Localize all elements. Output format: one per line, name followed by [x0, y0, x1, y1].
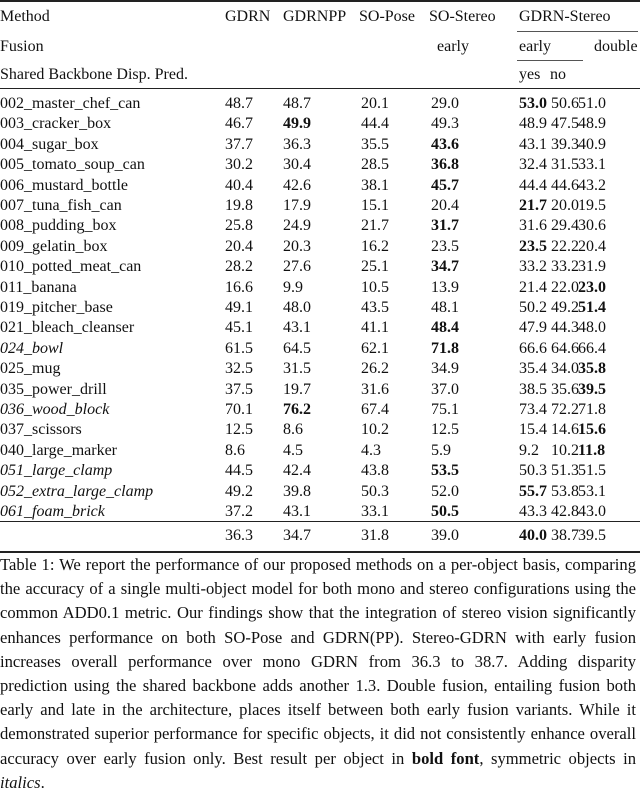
table-cell: 53.1: [578, 482, 606, 500]
table-cell: 64.6: [551, 339, 579, 357]
object-name: 040_large_marker: [0, 441, 117, 459]
summary-cell: 31.8: [361, 527, 389, 544]
table-cell: 66.4: [578, 339, 606, 357]
fusion-gdrn-double: double: [594, 38, 638, 55]
object-name: 035_power_drill: [0, 380, 107, 398]
table-cell: 8.6: [283, 421, 303, 439]
table-cell: 52.0: [431, 482, 459, 500]
table-cell: 44.4: [519, 176, 547, 194]
table-cell: 22.0: [551, 278, 579, 296]
table-cell: 43.8: [361, 462, 389, 480]
table-cell: 49.2: [551, 299, 579, 316]
table-cell: 42.8: [551, 503, 579, 520]
table-cell: 70.1: [225, 401, 253, 418]
table-cell: 33.1: [361, 503, 389, 520]
table-cell: 48.4: [431, 319, 459, 337]
table-cell: 49.9: [283, 115, 311, 133]
table-cell: 4.5: [283, 441, 303, 459]
header-shared-backbone: Shared Backbone Disp. Pred.: [0, 66, 188, 83]
table-cell: 21.4: [519, 278, 547, 296]
table-cell: 44.4: [361, 115, 389, 133]
table-cell: 53.0: [519, 95, 547, 112]
table-cell: 43.1: [283, 503, 311, 520]
table-cell: 40.9: [578, 135, 606, 153]
table-cell: 72.2: [551, 401, 579, 418]
table-cell: 37.0: [431, 380, 459, 398]
table-cell: 30.2: [225, 156, 253, 174]
table-cell: 15.6: [578, 421, 606, 439]
table-cell: 55.7: [519, 482, 547, 500]
table-cell: 12.5: [431, 421, 459, 439]
object-name: 007_tuna_fish_can: [0, 197, 122, 214]
table-cell: 28.2: [225, 258, 253, 276]
table-cell: 33.2: [519, 258, 547, 276]
table-cell: 48.7: [225, 95, 253, 112]
header-fusion: Fusion: [0, 38, 44, 55]
table-cell: 21.7: [519, 197, 547, 214]
table-cell: 42.4: [283, 462, 311, 480]
table-cell: 31.5: [283, 360, 311, 378]
table-cell: 20.1: [361, 95, 389, 112]
table-cell: 20.4: [578, 237, 606, 255]
summary-cell: 38.7: [551, 527, 579, 544]
gdrn-stereo-cmidrule: [517, 31, 638, 32]
table-cell: 20.4: [225, 237, 253, 255]
table-cell: 38.1: [361, 176, 389, 194]
table-cell: 50.3: [361, 482, 389, 500]
table-cell: 11.8: [578, 441, 606, 459]
col-header-so-pose: SO-Pose: [359, 8, 416, 25]
object-name: 021_bleach_cleanser: [0, 319, 135, 337]
table-cell: 35.5: [361, 135, 389, 153]
table-cell: 5.9: [431, 441, 451, 459]
table-cell: 35.4: [519, 360, 547, 378]
table-cell: 38.5: [519, 380, 547, 398]
table-cell: 40.4: [225, 176, 253, 194]
table-cell: 44.5: [225, 462, 253, 480]
table-cell: 48.9: [519, 115, 547, 133]
table-cell: 37.7: [225, 135, 253, 153]
table-cell: 31.9: [578, 258, 606, 276]
table-cell: 73.4: [519, 401, 547, 418]
object-name: 061_foam_brick: [0, 503, 105, 520]
table-cell: 50.5: [431, 503, 459, 520]
object-name: 036_wood_block: [0, 401, 110, 418]
table-cell: 44.6: [551, 176, 579, 194]
table-cell: 33.2: [551, 258, 579, 276]
table-cell: 19.5: [578, 197, 606, 214]
table-cell: 64.5: [283, 339, 311, 357]
table-cell: 19.7: [283, 380, 311, 398]
table-cell: 28.5: [361, 156, 389, 174]
table-cell: 49.2: [225, 482, 253, 500]
table-cell: 43.3: [519, 503, 547, 520]
table-cell: 24.9: [283, 217, 311, 235]
table-cell: 22.2: [551, 237, 579, 255]
col-header-gdrn-stereo: GDRN-Stereo: [519, 8, 611, 25]
table-cell: 33.1: [578, 156, 606, 174]
object-name: 008_pudding_box: [0, 217, 117, 235]
table-cell: 53.5: [431, 462, 459, 480]
table-cell: 30.4: [283, 156, 311, 174]
shared-yes: yes: [519, 66, 541, 83]
table-cell: 39.5: [578, 380, 606, 398]
table-cell: 76.2: [283, 401, 311, 418]
table-cell: 50.6: [551, 95, 579, 112]
table-cell: 75.1: [431, 401, 459, 418]
table-cell: 43.6: [431, 135, 459, 153]
caption-bold: bold font: [411, 748, 480, 768]
table-cell: 50.2: [519, 299, 547, 316]
table-cell: 17.9: [283, 197, 311, 214]
table-cell: 34.9: [431, 360, 459, 378]
object-name: 019_pitcher_base: [0, 299, 113, 316]
table-cell: 16.6: [225, 278, 253, 296]
table-cell: 9.9: [283, 278, 303, 296]
table-cell: 13.9: [431, 278, 459, 296]
object-name: 052_extra_large_clamp: [0, 482, 154, 500]
table-cell: 10.5: [361, 278, 389, 296]
header-rule: [0, 88, 640, 89]
table-cell: 35.8: [578, 360, 606, 378]
table-cell: 45.7: [431, 176, 459, 194]
table-cell: 48.0: [578, 319, 606, 337]
fusion-so-stereo: early: [437, 38, 469, 55]
table-cell: 47.9: [519, 319, 547, 337]
table-cell: 53.8: [551, 482, 579, 500]
object-name: 051_large_clamp: [0, 462, 113, 480]
caption-text-2: , symmetric objects in: [479, 748, 636, 768]
header-method: Method: [0, 8, 50, 25]
table-caption: [0, 553, 636, 795]
table-cell: 8.6: [225, 441, 245, 459]
summary-cell: 36.3: [225, 527, 253, 544]
table-cell: 48.0: [283, 299, 311, 316]
col-header-so-stereo: SO-Stereo: [429, 8, 496, 25]
top-rule: [0, 0, 640, 2]
table-cell: 39.3: [551, 135, 579, 153]
table-cell: 15.1: [361, 197, 389, 214]
table-cell: 47.5: [551, 115, 579, 133]
summary-cell: 34.7: [283, 527, 311, 544]
table-cell: 35.6: [551, 380, 579, 398]
table-cell: 67.4: [361, 401, 389, 418]
object-name: 011_banana: [0, 278, 77, 296]
table-cell: 32.5: [225, 360, 253, 378]
summary-cell: 40.0: [519, 527, 547, 544]
object-name: 006_mustard_bottle: [0, 176, 128, 194]
object-name: 025_mug: [0, 360, 61, 378]
table-cell: 16.2: [361, 237, 389, 255]
table-cell: 71.8: [431, 339, 459, 357]
table-cell: 51.4: [578, 299, 606, 316]
table-cell: 14.6: [551, 421, 579, 439]
table-cell: 29.0: [431, 95, 459, 112]
table-cell: 37.2: [225, 503, 253, 520]
table-cell: 31.6: [519, 217, 547, 235]
table-cell: 61.5: [225, 339, 253, 357]
summary-rule: [0, 521, 640, 522]
table-cell: 41.1: [361, 319, 389, 337]
table-cell: 51.3: [551, 462, 579, 480]
caption-italic: italics: [0, 772, 41, 792]
table-cell: 21.7: [361, 217, 389, 235]
table-cell: 31.7: [431, 217, 459, 235]
table-cell: 48.1: [431, 299, 459, 316]
caption-text: Table 1: We report the performance of our proposed methods on a per-object basis, comparing the accuracy of a single multi-object model for both mono and stereo configurations using the common ADD0.1 metric. Our findings show that the integration of stereo vision significantly enhances performance on both SO-Pose and GDRN(PP). Stereo-GDRN with early fusion increases overall performance over mono GDRN from 36.3 to 38.7. Adding disparity prediction using the shared backbone adds another 1.3. Double fusion, entailing fusion both early and late in the architecture, places itself between both early fusion variants. While it demonstrated superior performance for specific objects, it did not consistently enhance overall accuracy over early fusion only. Best result per object in: [0, 555, 636, 768]
object-name: 003_cracker_box: [0, 115, 112, 133]
table-cell: 42.6: [283, 176, 311, 194]
summary-cell: 39.5: [578, 527, 606, 544]
object-name: 005_tomato_soup_can: [0, 156, 145, 174]
table-cell: 43.5: [361, 299, 389, 316]
object-name: 002_master_chef_can: [0, 95, 141, 112]
table-cell: 10.2: [551, 441, 579, 459]
table-cell: 4.3: [361, 441, 381, 459]
table-cell: 45.1: [225, 319, 253, 337]
table-cell: 26.2: [361, 360, 389, 378]
table-cell: 27.6: [283, 258, 311, 276]
table-cell: 20.4: [431, 197, 459, 214]
table-cell: 23.5: [431, 237, 459, 255]
table-cell: 49.3: [431, 115, 459, 133]
table-cell: 43.2: [578, 176, 606, 194]
table-cell: 25.1: [361, 258, 389, 276]
table-cell: 15.4: [519, 421, 547, 439]
table-cell: 51.5: [578, 462, 606, 480]
table-cell: 29.4: [551, 217, 579, 235]
object-name: 024_bowl: [0, 339, 64, 357]
table-cell: 10.2: [361, 421, 389, 439]
summary-cell: 39.0: [431, 527, 459, 544]
table-cell: 50.3: [519, 462, 547, 480]
object-name: 004_sugar_box: [0, 135, 99, 153]
table-cell: 36.3: [283, 135, 311, 153]
table-cell: 12.5: [225, 421, 253, 439]
table-cell: 71.8: [578, 401, 606, 418]
table-cell: 43.1: [283, 319, 311, 337]
table-cell: 37.5: [225, 380, 253, 398]
table-cell: 19.8: [225, 197, 253, 214]
table-cell: 31.5: [551, 156, 579, 174]
caption-text-3: .: [40, 772, 45, 792]
table-cell: 25.8: [225, 217, 253, 235]
object-name: 037_scissors: [0, 421, 82, 439]
table-cell: 30.6: [578, 217, 606, 235]
table-cell: 31.6: [361, 380, 389, 398]
table-cell: 51.0: [578, 95, 606, 112]
col-header-gdrnpp: GDRNPP: [283, 8, 347, 25]
object-name: 010_potted_meat_can: [0, 258, 142, 276]
table-cell: 49.1: [225, 299, 253, 316]
table-cell: 20.3: [283, 237, 311, 255]
fusion-gdrn-early: early: [519, 38, 551, 55]
table-cell: 43.1: [519, 135, 547, 153]
early-cmidrule: [517, 60, 583, 61]
table-cell: 44.3: [551, 319, 579, 337]
shared-no: no: [550, 66, 566, 83]
table-cell: 46.7: [225, 115, 253, 133]
table-cell: 32.4: [519, 156, 547, 174]
table-cell: 43.0: [578, 503, 606, 520]
table-cell: 62.1: [361, 339, 389, 357]
table-cell: 9.2: [519, 441, 539, 459]
table-cell: 39.8: [283, 482, 311, 500]
table-cell: 34.0: [551, 360, 579, 378]
col-header-gdrn: GDRN: [225, 8, 271, 25]
table-cell: 48.7: [283, 95, 311, 112]
table-cell: 23.0: [578, 278, 606, 296]
table-cell: 20.0: [551, 197, 579, 214]
table-cell: 66.6: [519, 339, 547, 357]
table-cell: 48.9: [578, 115, 606, 133]
table-cell: 34.7: [431, 258, 459, 276]
table-cell: 36.8: [431, 156, 459, 174]
table-cell: 23.5: [519, 237, 547, 255]
object-name: 009_gelatin_box: [0, 237, 108, 255]
